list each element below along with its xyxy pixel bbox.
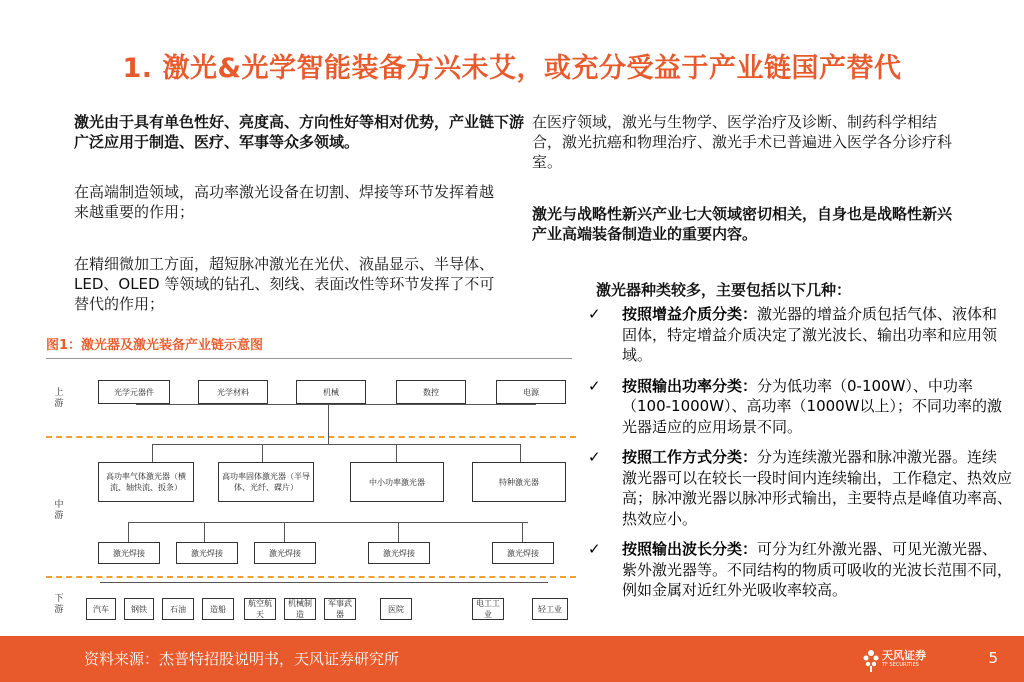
upstream-box: 光学材料 (198, 380, 268, 404)
stage-upstream: 上游 (54, 388, 64, 409)
connector (128, 522, 129, 542)
separator-dash (46, 436, 576, 438)
right-para-2: 激光与战略性新兴产业七大领域密切相关，自身也是战略性新兴产业高端装备制造业的重要内容。 (532, 205, 953, 243)
upstream-box: 机械 (296, 380, 366, 404)
connector (128, 522, 528, 523)
connector (100, 582, 548, 583)
logo-icon (862, 646, 880, 672)
connector (328, 404, 329, 444)
list-item-text: 可分为红外激光器、可见光激光器、紫外激光器等。不同结构的物质可吸收的光波长范围不同，例如金属对近红外光吸收率较高。 (622, 540, 1013, 599)
page-number: 5 (988, 649, 998, 667)
list-item (588, 304, 1012, 366)
list-item-term: 按照输出波长分类： (622, 540, 758, 558)
downstream-box: 军事武器 (324, 598, 356, 620)
downstream-box: 石油 (162, 598, 194, 620)
stage-downstream: 下游 (54, 594, 64, 615)
list-item-text: 激光器的增益介质包括气体、液体和固体，特定增益介质决定了激光波长、输出功率和应用领域。 (622, 305, 998, 364)
connector (520, 444, 521, 462)
list-item-term: 按照输出功率分类： (622, 376, 758, 395)
upstream-box: 电源 (496, 380, 566, 404)
connector (136, 404, 536, 405)
left-para-3: 在精细微加工方面，超短脉冲激光在光伏、液晶显示、半导体、LED、OLED 等领域的钻孔、刻线、表面改性等环节发挥了不可替代的作用； (74, 255, 495, 313)
check-icon: ✓ (588, 376, 601, 395)
right-para-1: 在医疗领域，激光与生物学、医学治疗及诊断、制药科学相结合，激光抗癌和物理治疗、激光手术已普遍进入医学各分诊疗科室。 (532, 113, 953, 171)
separator-dash (46, 576, 576, 578)
connector (204, 522, 205, 542)
downstream-box: 钢铁 (124, 598, 154, 620)
connector (398, 522, 399, 542)
list-item (588, 376, 1012, 438)
equipment-box: 激光焊接 (254, 542, 316, 564)
footer-bar (0, 636, 1024, 682)
list-intro: 激光器种类较多，主要包括以下几种： (596, 281, 852, 299)
upstream-box: 光学元器件 (98, 380, 170, 404)
figure-title: 图1：激光器及激光装备产业链示意图 (46, 338, 264, 353)
downstream-box: 轻工业 (532, 598, 568, 620)
logo-subtext: TF SECURITIES (882, 662, 919, 668)
left-para-1: 激光由于具有单色性好、亮度高、方向性好等相对优势，产业链下游广泛应用于制造、医疗、军事等众多领域。 (74, 113, 525, 151)
check-icon: ✓ (588, 448, 601, 466)
check-icon: ✓ (588, 540, 601, 558)
stage-midstream: 中游 (54, 500, 64, 521)
downstream-box: 机械制造 (284, 598, 316, 620)
page-title: 1. 激光&光学智能装备方兴未艾，或充分受益于产业链国产替代 (122, 53, 902, 84)
logo-text: 天风证券 (882, 649, 926, 662)
list-item-text: 分为低功率（0-100W）、中功率（100-1000W）、高功率（1000W以上）；不同功率的激光器适应的应用场景不同。 (622, 376, 1003, 436)
list-item (588, 539, 1012, 601)
connector (262, 444, 263, 462)
connector (152, 444, 520, 445)
equipment-box: 激光焊接 (492, 542, 554, 564)
laser-type-list (588, 304, 1012, 611)
equipment-box: 激光焊接 (176, 542, 238, 564)
list-item-term: 按照增益介质分类： (622, 305, 758, 323)
list-item-term: 按照工作方式分类： (622, 448, 758, 466)
connector (522, 522, 523, 542)
footer-source: 资料来源：杰普特招股说明书，天风证券研究所 (84, 650, 400, 668)
connector (284, 522, 285, 542)
connector (396, 444, 397, 462)
list-item (588, 447, 1012, 529)
downstream-box: 造船 (202, 598, 234, 620)
downstream-box: 航空航天 (244, 598, 276, 620)
list-item-text: 分为连续激光器和脉冲激光器。连续激光器可以在较长一段时间内连续输出，工作稳定、热效应高；脉冲激光器以脉冲形式输出，主要特点是峰值功率高、热效应小。 (622, 448, 1013, 528)
midstream-box: 高功率气体激光器（横流、轴快流、扳条） (98, 462, 194, 502)
equipment-box: 激光焊接 (98, 542, 160, 564)
downstream-box: 医院 (380, 598, 412, 620)
connector (152, 444, 153, 462)
midstream-box: 高功率固体激光器（半导体、光纤、碟片） (218, 462, 314, 502)
midstream-box: 特种激光器 (472, 462, 566, 502)
equipment-box: 激光焊接 (368, 542, 430, 564)
check-icon: ✓ (588, 305, 601, 323)
downstream-box: 汽车 (86, 598, 116, 620)
midstream-box: 中小功率激光器 (350, 462, 444, 502)
downstream-box: 电工工业 (472, 598, 504, 620)
figure-rule (46, 358, 572, 359)
upstream-box: 数控 (396, 380, 466, 404)
brand-logo (862, 646, 952, 674)
left-para-2: 在高端制造领域，高功率激光设备在切割、焊接等环节发挥着越来越重要的作用； (74, 183, 495, 221)
